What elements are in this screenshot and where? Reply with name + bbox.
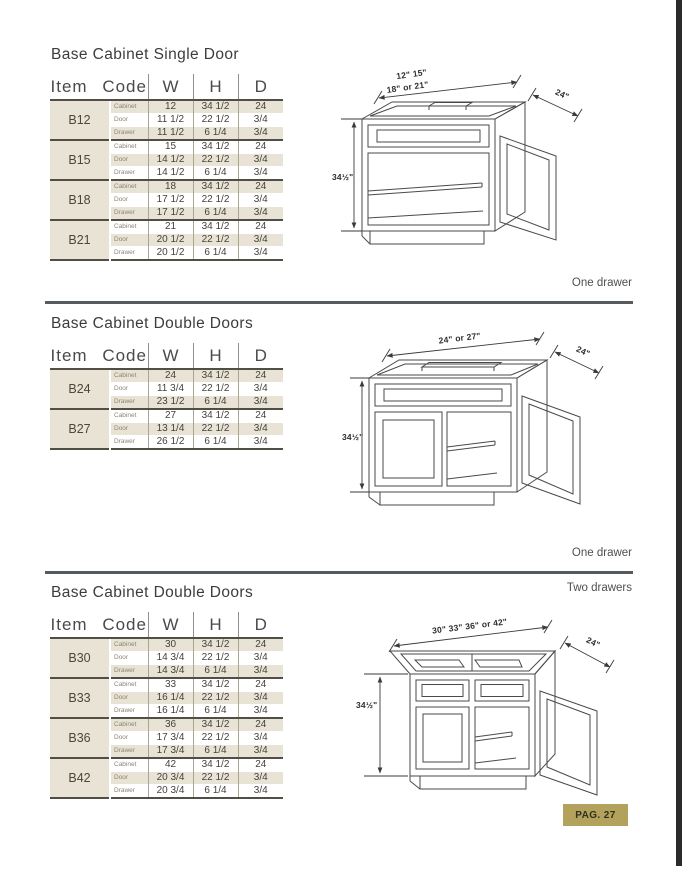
row-label: Cabinet xyxy=(110,140,148,154)
section-divider xyxy=(45,301,633,304)
item-code: B21 xyxy=(50,220,110,260)
depth-dimension-label: 24" xyxy=(584,634,602,650)
row-label: Drawer xyxy=(110,436,148,450)
row-label: Door xyxy=(110,692,148,705)
dim-value-cell: 24 xyxy=(238,409,283,423)
dim-value-cell: 21 xyxy=(148,220,193,234)
dim-value-cell: 3/4 xyxy=(238,436,283,450)
table-header-row xyxy=(50,612,283,638)
dim-value-cell: 24 xyxy=(238,100,283,114)
double-door-two-drawer-cabinet-drawing xyxy=(350,596,680,818)
row-label: Cabinet xyxy=(110,220,148,234)
dim-value-cell: 34 1/2 xyxy=(193,220,238,234)
item-code: B12 xyxy=(50,100,110,140)
dim-value-cell: 6 1/4 xyxy=(193,785,238,799)
dim-value-cell: 24 xyxy=(238,180,283,194)
dim-value-cell: 3/4 xyxy=(238,665,283,679)
double-door-cabinet-drawing xyxy=(342,320,662,535)
table-header-row xyxy=(50,74,283,100)
dim-value-cell: 22 1/2 xyxy=(193,114,238,127)
row-label: Drawer xyxy=(110,396,148,410)
dim-value-cell: 34 1/2 xyxy=(193,100,238,114)
dim-value-cell: 24 xyxy=(148,369,193,383)
height-dimension-label: 34½" xyxy=(332,172,354,182)
table-row xyxy=(50,718,283,732)
dim-value-cell: 34 1/2 xyxy=(193,758,238,772)
dim-value-cell: 26 1/2 xyxy=(148,436,193,450)
dim-value-cell: 3/4 xyxy=(238,247,283,261)
header-depth: D xyxy=(238,74,283,100)
dim-value-cell: 34 1/2 xyxy=(193,718,238,732)
dim-value-cell: 3/4 xyxy=(238,383,283,396)
section-title: Base Cabinet Single Door xyxy=(51,46,239,63)
dim-value-cell: 3/4 xyxy=(238,692,283,705)
table-row xyxy=(50,758,283,772)
row-label: Door xyxy=(110,423,148,436)
row-label: Drawer xyxy=(110,207,148,221)
dim-value-cell: 24 xyxy=(238,638,283,652)
section-title: Base Cabinet Double Doors xyxy=(51,584,254,601)
dim-value-cell: 34 1/2 xyxy=(193,369,238,383)
section-title: Base Cabinet Double Doors xyxy=(51,315,254,332)
dim-value-cell: 3/4 xyxy=(238,207,283,221)
depth-dimension-label: 24" xyxy=(574,343,592,359)
dim-value-cell: 14 1/2 xyxy=(148,167,193,181)
dim-value-cell: 24 xyxy=(238,140,283,154)
spec-table-double-door-two-drawers xyxy=(50,612,283,799)
dim-value-cell: 22 1/2 xyxy=(193,692,238,705)
height-dimension-label: 34½" xyxy=(356,700,378,710)
dim-value-cell: 24 xyxy=(238,758,283,772)
dim-value-cell: 3/4 xyxy=(238,114,283,127)
table-header-row xyxy=(50,343,283,369)
table-row xyxy=(50,678,283,692)
dim-value-cell: 22 1/2 xyxy=(193,154,238,167)
row-label: Drawer xyxy=(110,705,148,719)
dim-value-cell: 24 xyxy=(238,678,283,692)
dim-value-cell: 6 1/4 xyxy=(193,436,238,450)
header-depth: D xyxy=(238,612,283,638)
row-label: Drawer xyxy=(110,247,148,261)
dim-value-cell: 24 xyxy=(238,220,283,234)
single-door-cabinet-drawing xyxy=(332,64,647,269)
item-code: B24 xyxy=(50,369,110,409)
row-label: Door xyxy=(110,154,148,167)
dim-value-cell: 6 1/4 xyxy=(193,745,238,759)
header-item-code: Item Code xyxy=(50,612,148,638)
item-code: B15 xyxy=(50,140,110,180)
height-dimension-label: 34½" xyxy=(342,432,364,442)
dim-value-cell: 24 xyxy=(238,718,283,732)
width-dimension-label: 24" or 27" xyxy=(438,330,482,346)
row-label: Door xyxy=(110,732,148,745)
table-row xyxy=(50,180,283,194)
row-label: Drawer xyxy=(110,127,148,141)
item-code: B18 xyxy=(50,180,110,220)
dim-value-cell: 18 xyxy=(148,180,193,194)
row-label: Door xyxy=(110,772,148,785)
dim-value-cell: 20 3/4 xyxy=(148,785,193,799)
dim-value-cell: 11 3/4 xyxy=(148,383,193,396)
dim-value-cell: 22 1/2 xyxy=(193,423,238,436)
dim-value-cell: 34 1/2 xyxy=(193,638,238,652)
cabinet-line-art xyxy=(369,360,580,505)
dim-value-cell: 3/4 xyxy=(238,396,283,410)
dim-value-cell: 16 1/4 xyxy=(148,692,193,705)
dim-value-cell: 3/4 xyxy=(238,785,283,799)
header-depth: D xyxy=(238,343,283,369)
table-row xyxy=(50,638,283,652)
dim-value-cell: 3/4 xyxy=(238,423,283,436)
dim-value-cell: 22 1/2 xyxy=(193,383,238,396)
dim-value-cell: 20 3/4 xyxy=(148,772,193,785)
dim-value-cell: 6 1/4 xyxy=(193,207,238,221)
dim-value-cell: 3/4 xyxy=(238,167,283,181)
row-label: Cabinet xyxy=(110,369,148,383)
width-dimension-label: 18" or 21" xyxy=(385,79,430,95)
row-label: Cabinet xyxy=(110,180,148,194)
dim-value-cell: 6 1/4 xyxy=(193,167,238,181)
table-row xyxy=(50,220,283,234)
table-row xyxy=(50,140,283,154)
dim-value-cell: 22 1/2 xyxy=(193,234,238,247)
header-width: W xyxy=(148,612,193,638)
header-height: H xyxy=(193,612,238,638)
dim-value-cell: 6 1/4 xyxy=(193,127,238,141)
dim-value-cell: 20 1/2 xyxy=(148,234,193,247)
dim-value-cell: 14 3/4 xyxy=(148,652,193,665)
dim-value-cell: 17 3/4 xyxy=(148,745,193,759)
header-width: W xyxy=(148,343,193,369)
dim-value-cell: 15 xyxy=(148,140,193,154)
dim-value-cell: 6 1/4 xyxy=(193,247,238,261)
dim-value-cell: 3/4 xyxy=(238,705,283,719)
row-label: Door xyxy=(110,652,148,665)
row-label: Cabinet xyxy=(110,678,148,692)
dim-value-cell: 3/4 xyxy=(238,234,283,247)
dim-value-cell: 27 xyxy=(148,409,193,423)
width-dimension-label: 12" 15" xyxy=(395,66,428,82)
row-label: Door xyxy=(110,114,148,127)
dim-value-cell: 34 1/2 xyxy=(193,409,238,423)
dim-value-cell: 3/4 xyxy=(238,154,283,167)
dim-value-cell: 3/4 xyxy=(238,732,283,745)
dimension-lines xyxy=(364,620,614,776)
dim-value-cell: 30 xyxy=(148,638,193,652)
dim-value-cell: 16 1/4 xyxy=(148,705,193,719)
dim-value-cell: 3/4 xyxy=(238,127,283,141)
dim-value-cell: 3/4 xyxy=(238,652,283,665)
dim-value-cell: 22 1/2 xyxy=(193,652,238,665)
dim-value-cell: 22 1/2 xyxy=(193,732,238,745)
dim-value-cell: 6 1/4 xyxy=(193,396,238,410)
dim-value-cell: 6 1/4 xyxy=(193,705,238,719)
row-label: Drawer xyxy=(110,785,148,799)
dim-value-cell: 34 1/2 xyxy=(193,180,238,194)
dim-value-cell: 22 1/2 xyxy=(193,772,238,785)
dim-value-cell: 13 1/4 xyxy=(148,423,193,436)
item-code: B36 xyxy=(50,718,110,758)
dim-value-cell: 14 1/2 xyxy=(148,154,193,167)
dim-value-cell: 24 xyxy=(238,369,283,383)
item-code: B42 xyxy=(50,758,110,798)
dim-value-cell: 12 xyxy=(148,100,193,114)
header-height: H xyxy=(193,343,238,369)
dim-value-cell: 11 1/2 xyxy=(148,114,193,127)
cabinet-line-art xyxy=(362,102,556,244)
table-row xyxy=(50,409,283,423)
dim-value-cell: 23 1/2 xyxy=(148,396,193,410)
item-code: B27 xyxy=(50,409,110,449)
drawer-count-note: One drawer xyxy=(571,277,632,289)
dim-value-cell: 42 xyxy=(148,758,193,772)
section-divider xyxy=(45,571,633,574)
width-dimension-label: 30" 33" 36" or 42" xyxy=(431,616,508,636)
dim-value-cell: 36 xyxy=(148,718,193,732)
dim-value-cell: 17 1/2 xyxy=(148,207,193,221)
dim-value-cell: 3/4 xyxy=(238,745,283,759)
dim-value-cell: 34 1/2 xyxy=(193,140,238,154)
item-code: B33 xyxy=(50,678,110,718)
table-row xyxy=(50,369,283,383)
row-label: Cabinet xyxy=(110,638,148,652)
row-label: Cabinet xyxy=(110,409,148,423)
dim-value-cell: 3/4 xyxy=(238,772,283,785)
row-label: Cabinet xyxy=(110,100,148,114)
drawer-count-note: One drawer xyxy=(571,547,632,559)
dim-value-cell: 22 1/2 xyxy=(193,194,238,207)
row-label: Door xyxy=(110,234,148,247)
header-width: W xyxy=(148,74,193,100)
row-label: Cabinet xyxy=(110,718,148,732)
spec-table-double-door xyxy=(50,343,283,450)
depth-dimension-label: 24" xyxy=(553,86,571,102)
dim-value-cell: 14 3/4 xyxy=(148,665,193,679)
drawer-count-note: Two drawers xyxy=(566,582,632,594)
row-label: Door xyxy=(110,194,148,207)
dim-value-cell: 11 1/2 xyxy=(148,127,193,141)
cabinet-line-art xyxy=(390,651,597,795)
row-label: Drawer xyxy=(110,745,148,759)
page-number-badge: PAG. 27 xyxy=(563,804,628,826)
item-code: B30 xyxy=(50,638,110,678)
row-label: Drawer xyxy=(110,167,148,181)
header-item-code: Item Code xyxy=(50,74,148,100)
dim-value-cell: 33 xyxy=(148,678,193,692)
row-label: Door xyxy=(110,383,148,396)
dim-value-cell: 34 1/2 xyxy=(193,678,238,692)
dim-value-cell: 20 1/2 xyxy=(148,247,193,261)
table-row xyxy=(50,100,283,114)
header-item-code: Item Code xyxy=(50,343,148,369)
spec-table-single-door xyxy=(50,74,283,261)
row-label: Drawer xyxy=(110,665,148,679)
dim-value-cell: 17 3/4 xyxy=(148,732,193,745)
dim-value-cell: 3/4 xyxy=(238,194,283,207)
dim-value-cell: 6 1/4 xyxy=(193,665,238,679)
row-label: Cabinet xyxy=(110,758,148,772)
header-height: H xyxy=(193,74,238,100)
dim-value-cell: 17 1/2 xyxy=(148,194,193,207)
